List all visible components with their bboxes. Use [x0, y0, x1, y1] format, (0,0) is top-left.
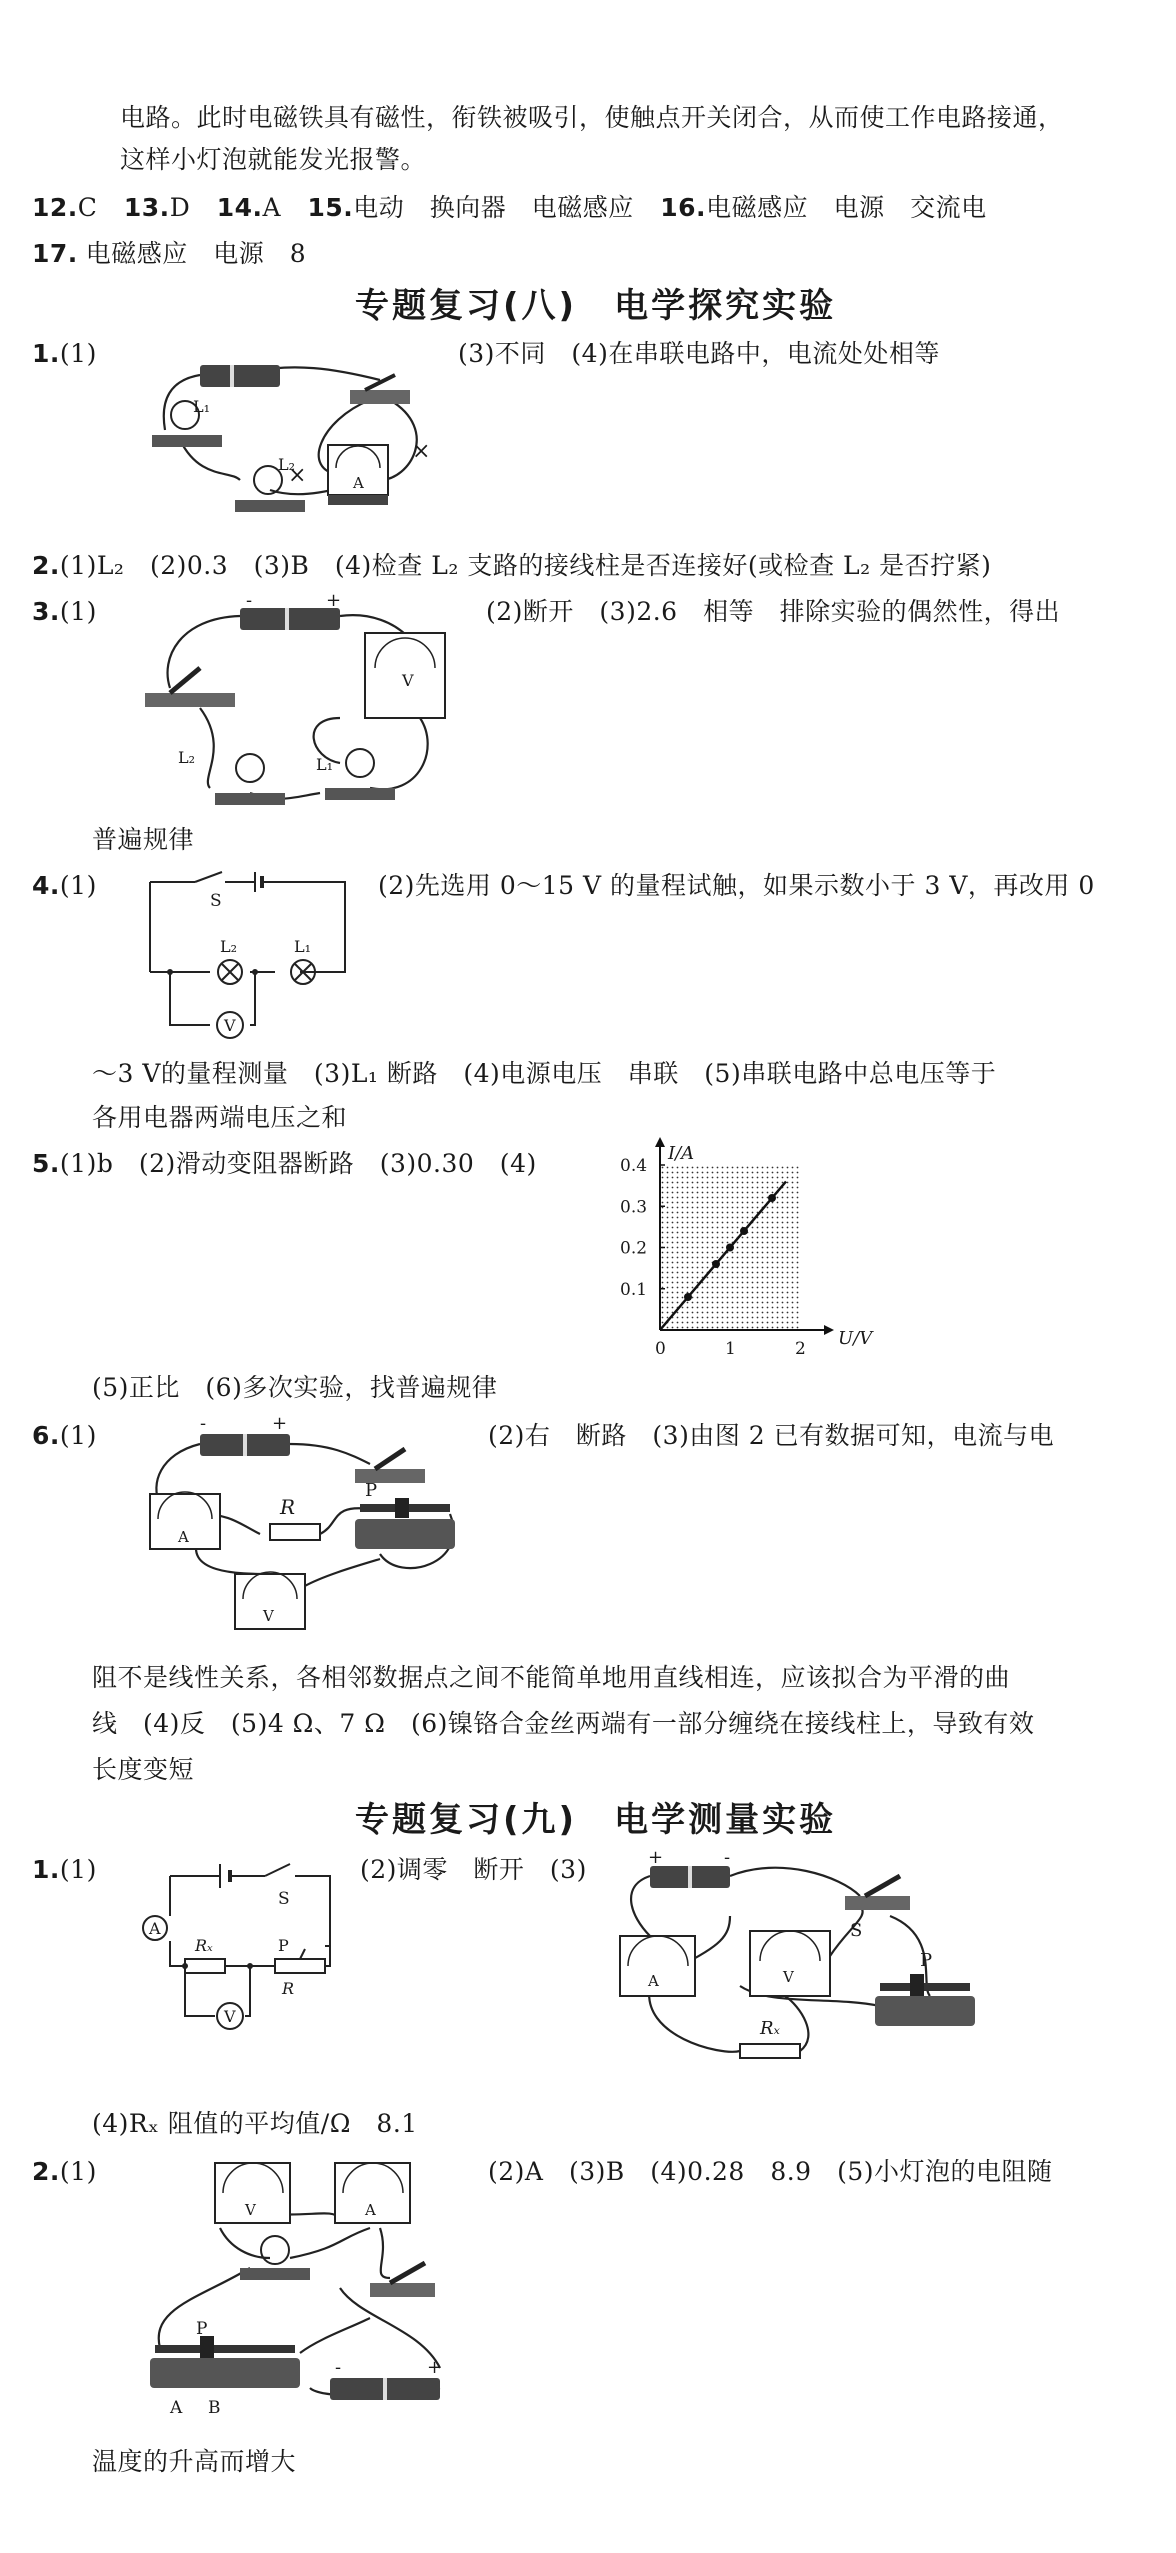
- s9-q1-label-v: V: [224, 2007, 236, 2026]
- s8-q4-line: [32, 868, 97, 904]
- y-axis-label: I/A: [668, 1143, 695, 1164]
- s9-q1-circuit-diagram: [130, 1856, 340, 2041]
- s8-q1-part1: (1): [59, 339, 97, 368]
- s9-q1-fig-label-s: S: [850, 1920, 863, 1941]
- q15-answer: 电动 换向器 电磁感应: [353, 193, 634, 222]
- s9-q1-fig-label-rx: Rₓ: [760, 2018, 780, 2039]
- s8-q6-label-v: V: [263, 1607, 274, 1625]
- s8-q3-label-l2: L₂: [178, 748, 196, 767]
- q12-number: 12.: [32, 193, 78, 222]
- x-tick-label: 1: [725, 1339, 736, 1359]
- s9-q2-label-terminal-b: B: [208, 2398, 221, 2418]
- q13-answer: D: [169, 193, 191, 222]
- s8-q5-iu-chart: [600, 1143, 873, 1360]
- s8-q6-label-a: A: [178, 1528, 189, 1546]
- s8-q2-text: (1)L₂ (2)0.3 (3)B (4)检查 L₂ 支路的接线柱是否连接好(或检查 L₂ 是否拧紧): [59, 551, 992, 580]
- s8-q1-label-l1: L₁: [193, 397, 211, 416]
- s8-q6-continuation-1: 阻不是线性关系，各相邻数据点之间不能简单地用直线相连，应该拟合为平滑的曲: [92, 1663, 1011, 1692]
- s9-q1-physical-circuit: [610, 1847, 990, 2081]
- s8-q1-circuit-figure: [140, 340, 440, 515]
- s9-q2-label-p: P: [196, 2319, 208, 2339]
- section9-title: 专题复习(九) 电学测量实验: [355, 1800, 837, 1840]
- s9-q2-number: 2.: [32, 2157, 60, 2186]
- s8-q2-line: [32, 548, 991, 584]
- s8-q3-line: [32, 594, 97, 630]
- q16-number: 16.: [660, 193, 707, 222]
- s9-q1-fig-label-minus: -: [724, 1847, 731, 1868]
- s9-q2-physical-circuit: [140, 2158, 470, 2423]
- s8-q6-label-minus: -: [200, 1413, 207, 1434]
- s8-q6-label-r: R: [280, 1495, 296, 1519]
- s9-q2-label-minus: -: [335, 2357, 342, 2378]
- s9-q1-label-r: R: [282, 1979, 295, 1998]
- s8-q3-rest: (2)断开 (3)2.6 相等 排除实验的偶然性，得出: [486, 597, 1061, 626]
- s9-q2-line: [32, 2154, 97, 2190]
- q16-answer: 电磁感应 电源 交流电: [706, 193, 987, 222]
- s8-q6-label-p: P: [365, 1480, 378, 1501]
- data-point: [726, 1244, 734, 1252]
- s8-q4-rest: (2)先选用 0～15 V 的量程试触，如果示数小于 3 V，再改用 0: [378, 871, 1095, 900]
- q13-number: 13.: [123, 193, 170, 222]
- data-point: [712, 1260, 720, 1268]
- s8-q5-text: (1)b (2)滑动变阻器断路 (3)0.30 (4): [59, 1149, 537, 1178]
- s9-q2-label-terminal-a: A: [170, 2398, 183, 2418]
- s8-q5-continuation: (5)正比 (6)多次实验，找普遍规律: [92, 1373, 498, 1402]
- s8-q3-continuation: 普遍规律: [92, 825, 195, 854]
- x-tick-label: 2: [795, 1339, 806, 1359]
- s9-q1-label-p: P: [278, 1936, 289, 1955]
- s8-q4-label-s: S: [210, 891, 222, 911]
- q14-number: 14.: [216, 193, 263, 222]
- s9-q1-label-rx: Rₓ: [195, 1936, 213, 1955]
- s8-q3-part1: (1): [59, 597, 97, 626]
- s8-q6-continuation-2: 线 (4)反 (5)4 Ω、7 Ω (6)镍铬合金丝两端有一部分缠绕在接线柱上，导致有效: [92, 1709, 1035, 1738]
- y-axis-arrow: [655, 1137, 665, 1147]
- s8-q6-number: 6.: [32, 1421, 60, 1450]
- x-axis-arrow: [824, 1325, 834, 1335]
- s9-q2-label-a: A: [365, 2201, 376, 2219]
- x-tick-label: 0: [655, 1339, 666, 1359]
- s8-q5-number: 5.: [32, 1149, 60, 1178]
- answer-line-17: [32, 236, 306, 272]
- s8-q1-label-l2: L₂: [278, 455, 296, 474]
- s8-q5-line: [32, 1146, 537, 1182]
- s9-q1-fig-label-p: P: [920, 1950, 933, 1971]
- s8-q3-number: 3.: [32, 597, 60, 626]
- s9-q2-label-v: V: [245, 2201, 256, 2219]
- s8-q1-cross-mark-1: ×: [288, 463, 307, 488]
- s8-q1-cross-mark-2: ×: [412, 439, 431, 464]
- s9-q1-continuation: (4)Rₓ 阻值的平均值/Ω 8.1: [92, 2109, 418, 2138]
- s9-q2-rest: (2)A (3)B (4)0.28 8.9 (5)小灯泡的电阻随: [488, 2157, 1053, 2186]
- data-point: [684, 1293, 692, 1301]
- s8-q6-rest: (2)右 断路 (3)由图 2 已有数据可知，电流与电: [488, 1421, 1055, 1450]
- s8-q3-label-plus: +: [326, 590, 342, 611]
- s8-q4-continuation-2: 各用电器两端电压之和: [92, 1103, 348, 1132]
- q14-answer: A: [262, 193, 282, 222]
- s8-q3-label-v: V: [402, 671, 414, 690]
- s9-q1-part1: (1): [59, 1855, 97, 1884]
- q15-number: 15.: [307, 193, 354, 222]
- s8-q4-label-l1: L₁: [294, 937, 312, 956]
- s8-q4-part1: (1): [59, 871, 97, 900]
- s8-q4-label-v: V: [224, 1016, 236, 1035]
- s8-q1-line: [32, 336, 97, 372]
- s8-q1-rest: (3)不同 (4)在串联电路中，电流处处相等: [458, 339, 940, 368]
- y-tick-label: 0.2: [620, 1238, 648, 1259]
- s8-q4-continuation-1: ～3 V的量程测量 (3)L₁ 断路 (4)电源电压 串联 (5)串联电路中总电压等于: [92, 1059, 997, 1088]
- s8-q1-number: 1.: [32, 339, 60, 368]
- s9-q2-continuation: 温度的升高而增大: [92, 2447, 297, 2476]
- q12-answer: C: [77, 193, 98, 222]
- s8-q6-continuation-3: 长度变短: [92, 1755, 195, 1784]
- s8-q3-label-minus: -: [246, 590, 253, 611]
- s8-q3-circuit-figure: [140, 590, 460, 813]
- s9-q1-rest: (2)调零 断开 (3): [360, 1855, 587, 1884]
- y-tick-label: 0.3: [620, 1197, 648, 1218]
- section8-title: 专题复习(八) 电学探究实验: [355, 286, 837, 326]
- para-line-2: 这样小灯泡就能发光报警。: [120, 145, 427, 174]
- q17-answer: 电磁感应 电源 8: [85, 239, 307, 268]
- para-line-1: 电路。此时电磁铁具有磁性，衔铁被吸引，使触点开关闭合，从而使工作电路接通，: [120, 103, 1064, 132]
- s8-q6-label-plus: +: [272, 1413, 288, 1434]
- s8-q6-circuit-figure: [140, 1413, 480, 1649]
- s8-q6-line: [32, 1418, 97, 1454]
- s9-q1-fig-label-v: V: [783, 1968, 794, 1986]
- s9-q1-label-a: A: [149, 1919, 161, 1938]
- s9-q1-fig-label-plus: +: [648, 1847, 664, 1868]
- x-axis-label: U/V: [838, 1328, 873, 1349]
- s9-q2-part1: (1): [59, 2157, 97, 2186]
- s9-q1-line: [32, 1852, 97, 1888]
- s8-q4-circuit-diagram: [140, 872, 355, 1047]
- s8-q3-label-l1: L₁: [316, 755, 334, 774]
- data-point: [740, 1227, 748, 1235]
- answer-line-12-16: [32, 190, 987, 226]
- s9-q2-label-plus: +: [427, 2357, 443, 2378]
- s8-q2-number: 2.: [32, 551, 60, 580]
- y-tick-label: 0.4: [620, 1156, 648, 1176]
- q17-number: 17.: [32, 239, 78, 268]
- s9-q1-label-s: S: [278, 1889, 290, 1909]
- s8-q4-label-l2: L₂: [220, 937, 238, 956]
- s9-q1-number: 1.: [32, 1855, 60, 1884]
- s9-q1-fig-label-a: A: [648, 1972, 659, 1990]
- s8-q4-number: 4.: [32, 871, 60, 900]
- data-point: [768, 1194, 776, 1202]
- s8-q1-label-a: A: [353, 474, 364, 492]
- s8-q6-part1: (1): [59, 1421, 97, 1450]
- y-tick-label: 0.1: [620, 1279, 648, 1300]
